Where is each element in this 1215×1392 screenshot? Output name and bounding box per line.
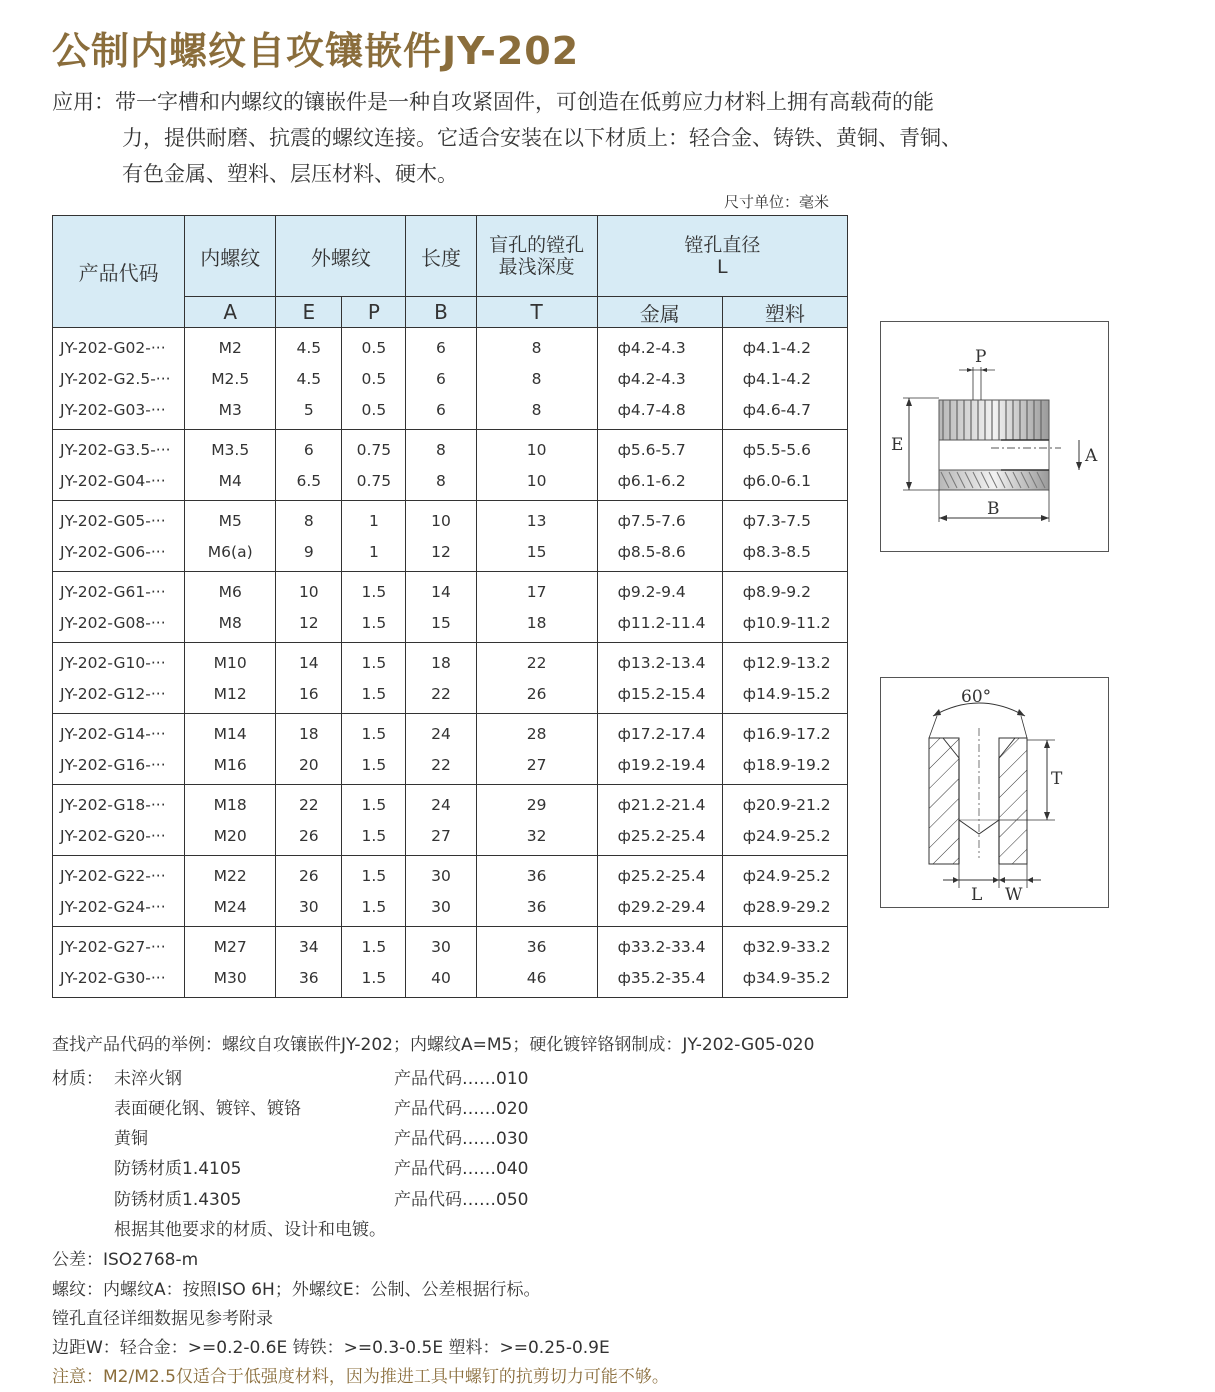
cell-pitch-P: 0.75 <box>342 430 406 466</box>
cell-bore-metal: ф9.2-9.4 <box>597 572 722 608</box>
cell-bore-plastic: ф16.9-17.2 <box>722 714 847 750</box>
cell-outer-E: 8 <box>276 501 342 537</box>
cell-depth-T: 36 <box>476 891 597 927</box>
header-blind-depth-l2: 最浅深度 <box>498 256 575 278</box>
cell-outer-E: 30 <box>276 891 342 927</box>
cell-inner-thread-A: M20 <box>185 820 276 856</box>
cell-depth-T: 8 <box>476 394 597 430</box>
material-name-1: 未淬火钢 <box>114 1069 182 1089</box>
warning-line: 注意：M2/M2.5仅适合于低强度材料，因为推进工具中螺钉的抗剪切力可能不够。 <box>52 1367 669 1387</box>
cell-outer-E: 18 <box>276 714 342 750</box>
diagram1-label-E: E <box>891 435 904 455</box>
cell-inner-thread-A: M5 <box>185 501 276 537</box>
cell-outer-E: 4.5 <box>276 363 342 394</box>
cell-pitch-P: 1.5 <box>342 891 406 927</box>
cell-depth-T: 17 <box>476 572 597 608</box>
cell-depth-T: 36 <box>476 856 597 892</box>
cell-length-B: 22 <box>406 678 476 714</box>
cell-outer-E: 36 <box>276 962 342 998</box>
diagram1-label-A: A <box>1085 446 1098 466</box>
material-name-5: 防锈材质1.4305 <box>114 1190 242 1210</box>
cell-code: JY-202-G24-··· <box>53 891 185 927</box>
cell-pitch-P: 1 <box>342 536 406 572</box>
cell-bore-metal: ф6.1-6.2 <box>597 465 722 501</box>
cell-inner-thread-A: M12 <box>185 678 276 714</box>
cell-pitch-P: 0.5 <box>342 328 406 364</box>
material-code-5: 产品代码……050 <box>394 1190 529 1210</box>
cell-code: JY-202-G10-··· <box>53 643 185 679</box>
cell-bore-plastic: ф12.9-13.2 <box>722 643 847 679</box>
material-code-3: 产品代码……030 <box>394 1129 529 1149</box>
cell-pitch-P: 1.5 <box>342 714 406 750</box>
cell-bore-metal: ф4.2-4.3 <box>597 328 722 364</box>
margin-line: 边距W：轻合金：>=0.2-0.6E 铸铁：>=0.3-0.5E 塑料：>=0.25-0.9E <box>52 1338 610 1358</box>
cell-depth-T: 15 <box>476 536 597 572</box>
cell-inner-thread-A: M2.5 <box>185 363 276 394</box>
cell-bore-plastic: ф7.3-7.5 <box>722 501 847 537</box>
application-intro <box>52 84 1132 192</box>
cell-outer-E: 12 <box>276 607 342 643</box>
cell-outer-E: 20 <box>276 749 342 785</box>
cell-depth-T: 13 <box>476 501 597 537</box>
cell-code: JY-202-G02-··· <box>53 328 185 364</box>
header-metal: 金属 <box>597 297 722 328</box>
cell-pitch-P: 1.5 <box>342 572 406 608</box>
table-row <box>53 785 848 821</box>
cell-bore-metal: ф25.2-25.4 <box>597 820 722 856</box>
cell-length-B: 10 <box>406 501 476 537</box>
cell-length-B: 6 <box>406 328 476 364</box>
cell-pitch-P: 1 <box>342 501 406 537</box>
cell-outer-E: 10 <box>276 572 342 608</box>
cell-length-B: 6 <box>406 363 476 394</box>
table-row <box>53 394 848 430</box>
cell-bore-plastic: ф14.9-15.2 <box>722 678 847 714</box>
cell-code: JY-202-G05-··· <box>53 501 185 537</box>
cell-inner-thread-A: M6(a) <box>185 536 276 572</box>
cell-depth-T: 8 <box>476 363 597 394</box>
cell-pitch-P: 1.5 <box>342 962 406 998</box>
cell-bore-plastic: ф8.3-8.5 <box>722 536 847 572</box>
cell-bore-metal: ф11.2-11.4 <box>597 607 722 643</box>
header-outer-thread: 外螺纹 <box>276 216 406 297</box>
cell-length-B: 15 <box>406 607 476 643</box>
table-row <box>53 962 848 998</box>
cell-bore-plastic: ф4.1-4.2 <box>722 363 847 394</box>
cell-inner-thread-A: M4 <box>185 465 276 501</box>
bore-diagram <box>880 677 1109 908</box>
cell-outer-E: 6.5 <box>276 465 342 501</box>
cell-bore-metal: ф5.6-5.7 <box>597 430 722 466</box>
cell-code: JY-202-G08-··· <box>53 607 185 643</box>
header-code: 产品代码 <box>53 216 185 328</box>
cell-bore-metal: ф29.2-29.4 <box>597 891 722 927</box>
cell-length-B: 8 <box>406 430 476 466</box>
cell-inner-thread-A: M22 <box>185 856 276 892</box>
tolerance-line: 公差：ISO2768-m <box>52 1250 199 1270</box>
intro-line-2: 力，提供耐磨、抗震的螺纹连接。它适合安装在以下材质上：轻合金、铸铁、黄铜、青铜、 <box>122 126 962 150</box>
bore-reference-line: 镗孔直径详细数据见参考附录 <box>52 1309 273 1329</box>
header-bore-dia-sub: L <box>717 256 728 278</box>
cell-inner-thread-A: M8 <box>185 607 276 643</box>
cell-pitch-P: 1.5 <box>342 643 406 679</box>
intro-line-3: 有色金属、塑料、层压材料、硬木。 <box>122 162 458 186</box>
cell-depth-T: 27 <box>476 749 597 785</box>
cell-length-B: 27 <box>406 820 476 856</box>
cell-pitch-P: 0.5 <box>342 363 406 394</box>
cell-code: JY-202-G20-··· <box>53 820 185 856</box>
cell-bore-metal: ф33.2-33.4 <box>597 927 722 963</box>
bore-drawing <box>881 678 1108 907</box>
cell-inner-thread-A: M16 <box>185 749 276 785</box>
cell-code: JY-202-G04-··· <box>53 465 185 501</box>
header-inner-thread: 内螺纹 <box>185 216 276 297</box>
cell-depth-T: 10 <box>476 465 597 501</box>
header-B: B <box>406 297 476 328</box>
diagram2-label-T: T <box>1051 769 1063 789</box>
cell-outer-E: 22 <box>276 785 342 821</box>
cell-outer-E: 26 <box>276 820 342 856</box>
cell-length-B: 6 <box>406 394 476 430</box>
cell-code: JY-202-G12-··· <box>53 678 185 714</box>
cell-inner-thread-A: M3.5 <box>185 430 276 466</box>
insert-drawing <box>881 322 1108 551</box>
diagram2-label-angle: 60° <box>961 687 992 707</box>
cell-code: JY-202-G22-··· <box>53 856 185 892</box>
cell-bore-metal: ф7.5-7.6 <box>597 501 722 537</box>
table-row <box>53 430 848 466</box>
material-code-2: 产品代码……020 <box>394 1099 529 1119</box>
cell-bore-plastic: ф24.9-25.2 <box>722 856 847 892</box>
cell-bore-plastic: ф4.6-4.7 <box>722 394 847 430</box>
other-materials-note: 根据其他要求的材质、设计和电镀。 <box>114 1220 386 1240</box>
table-row <box>53 856 848 892</box>
table-row <box>53 678 848 714</box>
cell-bore-metal: ф15.2-15.4 <box>597 678 722 714</box>
cell-length-B: 40 <box>406 962 476 998</box>
cell-outer-E: 6 <box>276 430 342 466</box>
header-blind-depth-l1: 盲孔的镗孔 <box>489 234 585 256</box>
cell-pitch-P: 1.5 <box>342 607 406 643</box>
cell-depth-T: 28 <box>476 714 597 750</box>
diagram1-label-B: B <box>987 499 1000 519</box>
table-row <box>53 465 848 501</box>
cell-pitch-P: 0.75 <box>342 465 406 501</box>
cell-bore-metal: ф4.7-4.8 <box>597 394 722 430</box>
cell-bore-plastic: ф6.0-6.1 <box>722 465 847 501</box>
cell-length-B: 30 <box>406 856 476 892</box>
cell-pitch-P: 1.5 <box>342 820 406 856</box>
material-code-4: 产品代码……040 <box>394 1159 529 1179</box>
spec-table <box>52 215 848 998</box>
spec-table-body <box>53 328 848 998</box>
cell-depth-T: 46 <box>476 962 597 998</box>
unit-note: 尺寸单位：毫米 <box>724 193 830 211</box>
cell-bore-plastic: ф10.9-11.2 <box>722 607 847 643</box>
cell-outer-E: 4.5 <box>276 328 342 364</box>
cell-code: JY-202-G61-··· <box>53 572 185 608</box>
cell-bore-metal: ф21.2-21.4 <box>597 785 722 821</box>
cell-inner-thread-A: M14 <box>185 714 276 750</box>
cell-inner-thread-A: M30 <box>185 962 276 998</box>
table-row <box>53 572 848 608</box>
cell-bore-plastic: ф8.9-9.2 <box>722 572 847 608</box>
cell-code: JY-202-G3.5-··· <box>53 430 185 466</box>
cell-length-B: 30 <box>406 927 476 963</box>
header-A: A <box>185 297 276 328</box>
cell-bore-plastic: ф28.9-29.2 <box>722 891 847 927</box>
cell-bore-plastic: ф24.9-25.2 <box>722 820 847 856</box>
header-T: T <box>476 297 597 328</box>
cell-length-B: 8 <box>406 465 476 501</box>
insert-diagram <box>880 321 1109 552</box>
cell-code: JY-202-G30-··· <box>53 962 185 998</box>
cell-inner-thread-A: M3 <box>185 394 276 430</box>
example-line: 查找产品代码的举例：螺纹自攻镶嵌件JY-202；内螺纹A=M5；硬化镀锌铬钢制成：JY-202-G05-020 <box>52 1035 815 1055</box>
header-P: P <box>342 297 406 328</box>
cell-code: JY-202-G2.5-··· <box>53 363 185 394</box>
table-row <box>53 501 848 537</box>
header-bore-dia-label: 镗孔直径 <box>684 234 761 256</box>
cell-outer-E: 14 <box>276 643 342 679</box>
cell-depth-T: 18 <box>476 607 597 643</box>
cell-outer-E: 16 <box>276 678 342 714</box>
cell-outer-E: 34 <box>276 927 342 963</box>
table-row <box>53 820 848 856</box>
cell-bore-plastic: ф4.1-4.2 <box>722 328 847 364</box>
cell-depth-T: 26 <box>476 678 597 714</box>
cell-code: JY-202-G18-··· <box>53 785 185 821</box>
cell-pitch-P: 1.5 <box>342 678 406 714</box>
table-row <box>53 714 848 750</box>
cell-outer-E: 9 <box>276 536 342 572</box>
cell-length-B: 30 <box>406 891 476 927</box>
diagram2-label-W: W <box>1005 885 1023 905</box>
header-E: E <box>276 297 342 328</box>
diagram1-label-P: P <box>975 347 987 367</box>
cell-length-B: 22 <box>406 749 476 785</box>
cell-pitch-P: 0.5 <box>342 394 406 430</box>
material-name-2: 表面硬化钢、镀锌、镀铬 <box>114 1099 301 1119</box>
cell-code: JY-202-G03-··· <box>53 394 185 430</box>
cell-depth-T: 10 <box>476 430 597 466</box>
cell-bore-metal: ф4.2-4.3 <box>597 363 722 394</box>
cell-bore-metal: ф13.2-13.4 <box>597 643 722 679</box>
cell-bore-plastic: ф34.9-35.2 <box>722 962 847 998</box>
cell-code: JY-202-G27-··· <box>53 927 185 963</box>
diagram2-label-L: L <box>971 885 983 905</box>
table-row <box>53 363 848 394</box>
header-plastic: 塑料 <box>722 297 847 328</box>
cell-bore-metal: ф17.2-17.4 <box>597 714 722 750</box>
table-row <box>53 536 848 572</box>
cell-inner-thread-A: M6 <box>185 572 276 608</box>
table-row <box>53 891 848 927</box>
material-label: 材质： <box>52 1069 103 1089</box>
cell-bore-metal: ф35.2-35.4 <box>597 962 722 998</box>
cell-depth-T: 36 <box>476 927 597 963</box>
cell-bore-metal: ф25.2-25.4 <box>597 856 722 892</box>
cell-bore-metal: ф19.2-19.4 <box>597 749 722 785</box>
cell-bore-metal: ф8.5-8.6 <box>597 536 722 572</box>
cell-length-B: 14 <box>406 572 476 608</box>
header-blind-depth <box>476 216 597 297</box>
cell-pitch-P: 1.5 <box>342 856 406 892</box>
cell-bore-plastic: ф5.5-5.6 <box>722 430 847 466</box>
cell-bore-plastic: ф32.9-33.2 <box>722 927 847 963</box>
cell-code: JY-202-G14-··· <box>53 714 185 750</box>
thread-line: 螺纹：内螺纹A：按照ISO 6H；外螺纹E：公制、公差根据行标。 <box>52 1280 541 1300</box>
cell-outer-E: 5 <box>276 394 342 430</box>
cell-length-B: 12 <box>406 536 476 572</box>
cell-length-B: 18 <box>406 643 476 679</box>
cell-pitch-P: 1.5 <box>342 785 406 821</box>
cell-inner-thread-A: M2 <box>185 328 276 364</box>
cell-bore-plastic: ф20.9-21.2 <box>722 785 847 821</box>
intro-line-1: 应用：带一字槽和内螺纹的镶嵌件是一种自攻紧固件，可创造在低剪应力材料上拥有高载荷的能 <box>52 90 934 114</box>
cell-depth-T: 8 <box>476 328 597 364</box>
cell-inner-thread-A: M10 <box>185 643 276 679</box>
cell-length-B: 24 <box>406 714 476 750</box>
header-bore-dia <box>597 216 847 297</box>
cell-depth-T: 29 <box>476 785 597 821</box>
material-name-3: 黄铜 <box>114 1129 148 1149</box>
header-length: 长度 <box>406 216 476 297</box>
cell-pitch-P: 1.5 <box>342 749 406 785</box>
material-name-4: 防锈材质1.4105 <box>114 1159 242 1179</box>
cell-pitch-P: 1.5 <box>342 927 406 963</box>
cell-inner-thread-A: M24 <box>185 891 276 927</box>
table-row <box>53 643 848 679</box>
cell-inner-thread-A: M18 <box>185 785 276 821</box>
cell-bore-plastic: ф18.9-19.2 <box>722 749 847 785</box>
table-row <box>53 749 848 785</box>
table-row <box>53 607 848 643</box>
cell-depth-T: 22 <box>476 643 597 679</box>
cell-inner-thread-A: M27 <box>185 927 276 963</box>
cell-code: JY-202-G16-··· <box>53 749 185 785</box>
table-row <box>53 927 848 963</box>
cell-depth-T: 32 <box>476 820 597 856</box>
cell-length-B: 24 <box>406 785 476 821</box>
cell-code: JY-202-G06-··· <box>53 536 185 572</box>
table-row <box>53 328 848 364</box>
cell-outer-E: 26 <box>276 856 342 892</box>
page-title: 公制内螺纹自攻镶嵌件JY-202 <box>52 29 580 73</box>
material-code-1: 产品代码……010 <box>394 1069 529 1089</box>
